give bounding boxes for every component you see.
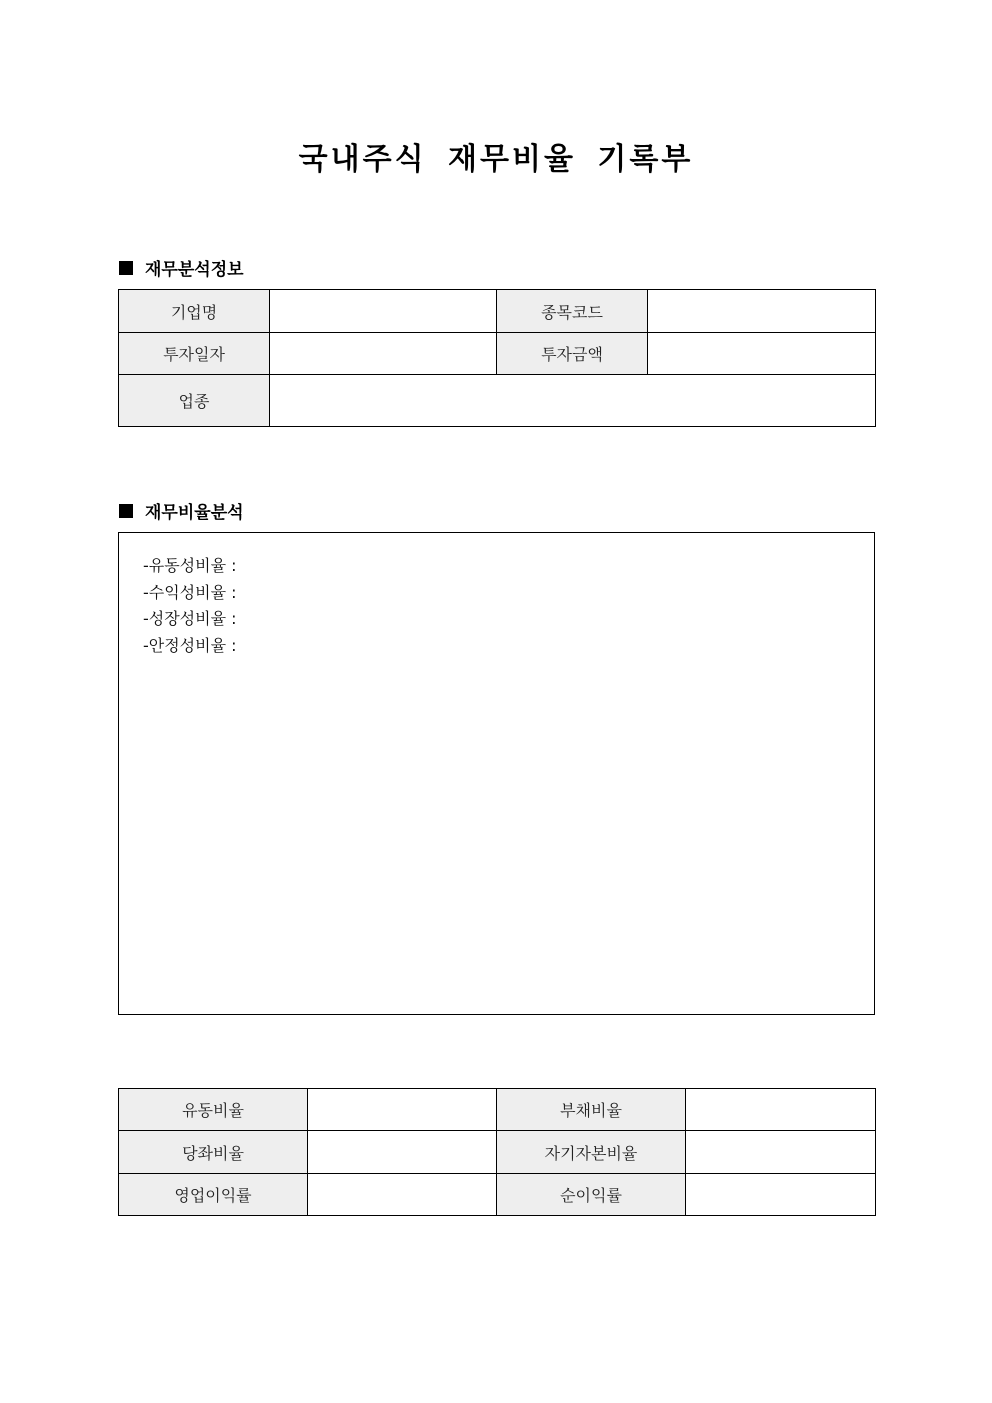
black-square-icon (119, 261, 133, 275)
company-name-field[interactable] (270, 290, 497, 333)
black-square-icon (119, 504, 133, 518)
label-stock-code: 종목코드 (497, 290, 648, 333)
section-heading-label: 재무분석정보 (145, 260, 244, 280)
table-row (119, 375, 876, 427)
section-heading-ratio-analysis (119, 498, 244, 523)
quick-ratio-field[interactable] (308, 1131, 497, 1174)
profitability-ratio-line: -수익성비율 : (143, 582, 237, 602)
label-net-margin: 순이익률 (497, 1174, 686, 1216)
label-debt-ratio: 부채비율 (497, 1089, 686, 1131)
ratios-table (118, 1088, 876, 1216)
table-row (119, 1089, 876, 1131)
current-ratio-field[interactable] (308, 1089, 497, 1131)
label-investment-amount: 투자금액 (497, 333, 648, 375)
growth-ratio-line: -성장성비율 : (143, 609, 237, 628)
industry-field[interactable] (270, 375, 876, 427)
table-row (119, 290, 876, 333)
section-heading-label: 재무비율분석 (145, 503, 244, 523)
table-row (119, 1174, 876, 1216)
label-operating-margin: 영업이익률 (119, 1174, 308, 1216)
section-heading-financial-info (119, 255, 244, 280)
table-row (119, 333, 876, 375)
net-margin-field[interactable] (686, 1174, 876, 1216)
label-current-ratio: 유동비율 (119, 1089, 308, 1131)
ratio-analysis-lines (143, 553, 237, 659)
financial-info-table (118, 289, 876, 427)
operating-margin-field[interactable] (308, 1174, 497, 1216)
liquidity-ratio-line: -유동성비율 : (143, 556, 237, 575)
label-quick-ratio: 당좌비율 (119, 1131, 308, 1174)
label-investment-date: 투자일자 (119, 333, 270, 375)
ratio-analysis-textarea[interactable] (118, 532, 875, 1015)
label-equity-ratio: 자기자본비율 (497, 1131, 686, 1174)
stock-code-field[interactable] (648, 290, 876, 333)
document-title: 국내주식 재무비율 기록부 (298, 142, 694, 177)
investment-date-field[interactable] (270, 333, 497, 375)
stability-ratio-line: -안정성비율 : (143, 635, 237, 655)
table-row (119, 1131, 876, 1174)
debt-ratio-field[interactable] (686, 1089, 876, 1131)
investment-amount-field[interactable] (648, 333, 876, 375)
label-company-name: 기업명 (119, 290, 270, 333)
label-industry: 업종 (119, 375, 270, 427)
equity-ratio-field[interactable] (686, 1131, 876, 1174)
